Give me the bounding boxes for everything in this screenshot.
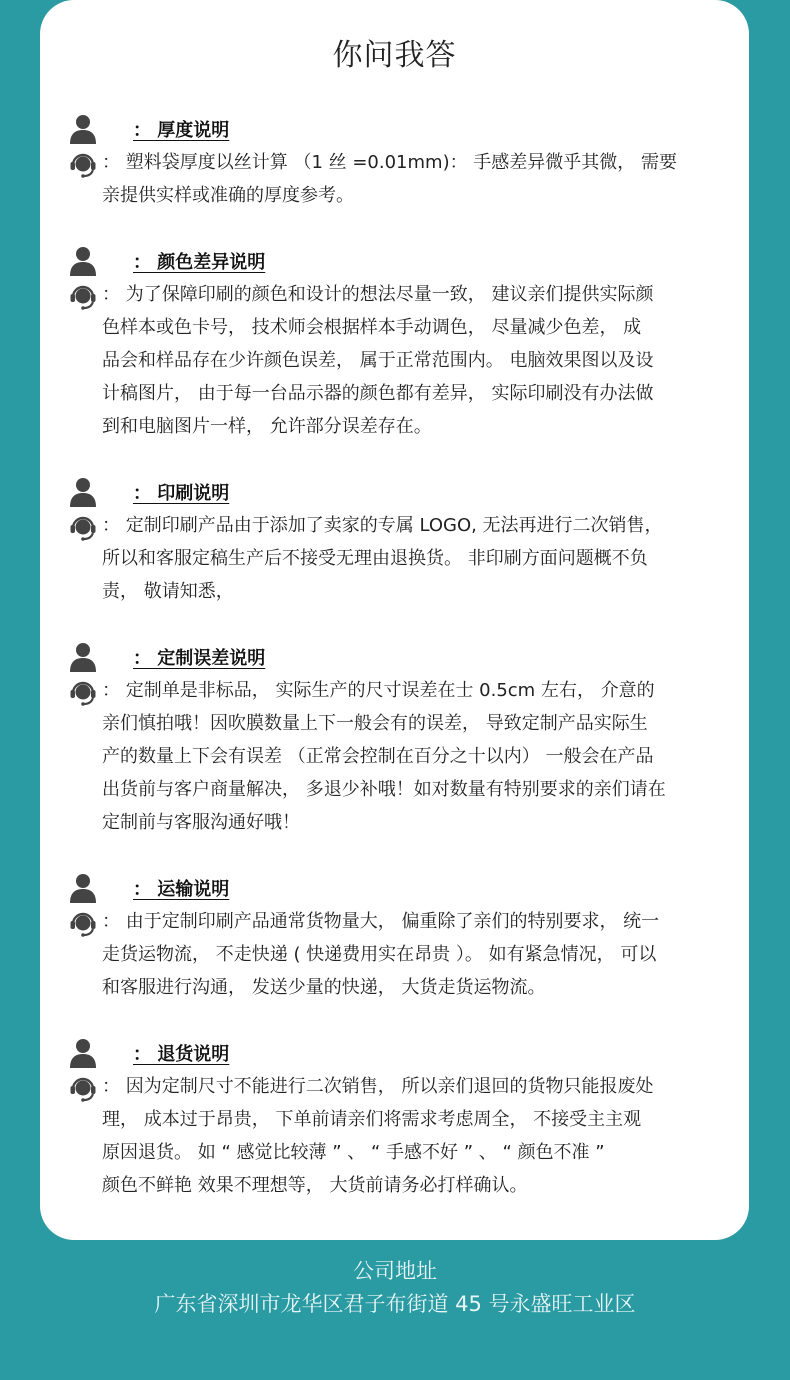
faq-card (40, 0, 749, 1240)
headset-icon (69, 150, 97, 178)
person-icon (70, 873, 96, 903)
question-label: ： 定制误差说明 (133, 648, 266, 669)
answer-text: ： 由于定制印刷产品通常货物量大， 偏重除了亲们的特别要求， 统一 走货运物流， 不走快递 ( 快递费用实在昂贵 ）。 如有紧急情况， 可以 和客服进行沟通， 发送少量的快递， 大货走货运物流。 (102, 911, 660, 998)
person-icon (70, 642, 96, 672)
person-icon (70, 1038, 96, 1068)
answer-text: ： 定制印刷产品由于添加了卖家的专属 LOGO, 无法再进行二次销售， 所以和客服定稿生产后不接受无理由退换货。 非印刷方面问题概不负 责， 敬请知悉， (102, 515, 663, 602)
headset-icon (69, 513, 97, 541)
question-label: ： 印刷说明 (133, 483, 230, 504)
headset-icon (69, 678, 97, 706)
person-icon (70, 477, 96, 507)
headset-icon (69, 1074, 97, 1102)
question-label: ： 厚度说明 (133, 120, 230, 141)
answer-text: ： 塑料袋厚度以丝计算 （1 丝 =0.01mm)： 手感差异微乎其微， 需要 亲提供实样或准确的厚度参考。 (102, 152, 678, 206)
answer-text: ： 为了保障印刷的颜色和设计的想法尽量一致， 建议亲们提供实际颜 色样本或色卡号， 技术师会根据样本手动调色， 尽量减少色差， 成 品会和样品存在少许颜色误差， 属于正常范围内。 电脑效果图以及设 计稿图片， 由于每一台品示器的颜色都有差异， 实际印刷没有办法做 到和电脑图片一样， 允许部分误差存在。 (102, 284, 654, 437)
company-address: 广东省深圳市龙华区君子布街道 45 号永盛旺工业区 (154, 1292, 636, 1316)
page-title: 你问我答 (332, 38, 457, 73)
question-label: ： 运输说明 (133, 879, 230, 900)
headset-icon (69, 909, 97, 937)
question-label: ： 颜色差异说明 (133, 252, 266, 273)
headset-icon (69, 282, 97, 310)
footer-title: 公司地址 (353, 1259, 437, 1283)
answer-text: ： 因为定制尺寸不能进行二次销售， 所以亲们退回的货物只能报废处 理， 成本过于昂贵， 下单前请亲们将需求考虑周全， 不接受主主观 原因退货。 如 “ 感觉比较薄 ” 、 “ 手感不好 ” 、 “ 颜色不准 ” 颜色不鲜艳 效果不理想等， 大货前请务必打样确认。 (102, 1076, 654, 1196)
person-icon (70, 246, 96, 276)
person-icon (70, 114, 96, 144)
question-label: ： 退货说明 (133, 1044, 230, 1065)
answer-text: ： 定制单是非标品， 实际生产的尺寸误差在士 0.5cm 左右， 介意的 亲们慎拍哦！因吹膜数量上下一般会有的误差， 导致定制产品实际生 产的数量上下会有误差 （正常会控制在百分之十以内） 一般会在产品 出货前与客户商量解决， 多退少补哦！如对数量有特别要求的亲们请在 定制前与客服沟通好哦！ (102, 680, 666, 833)
